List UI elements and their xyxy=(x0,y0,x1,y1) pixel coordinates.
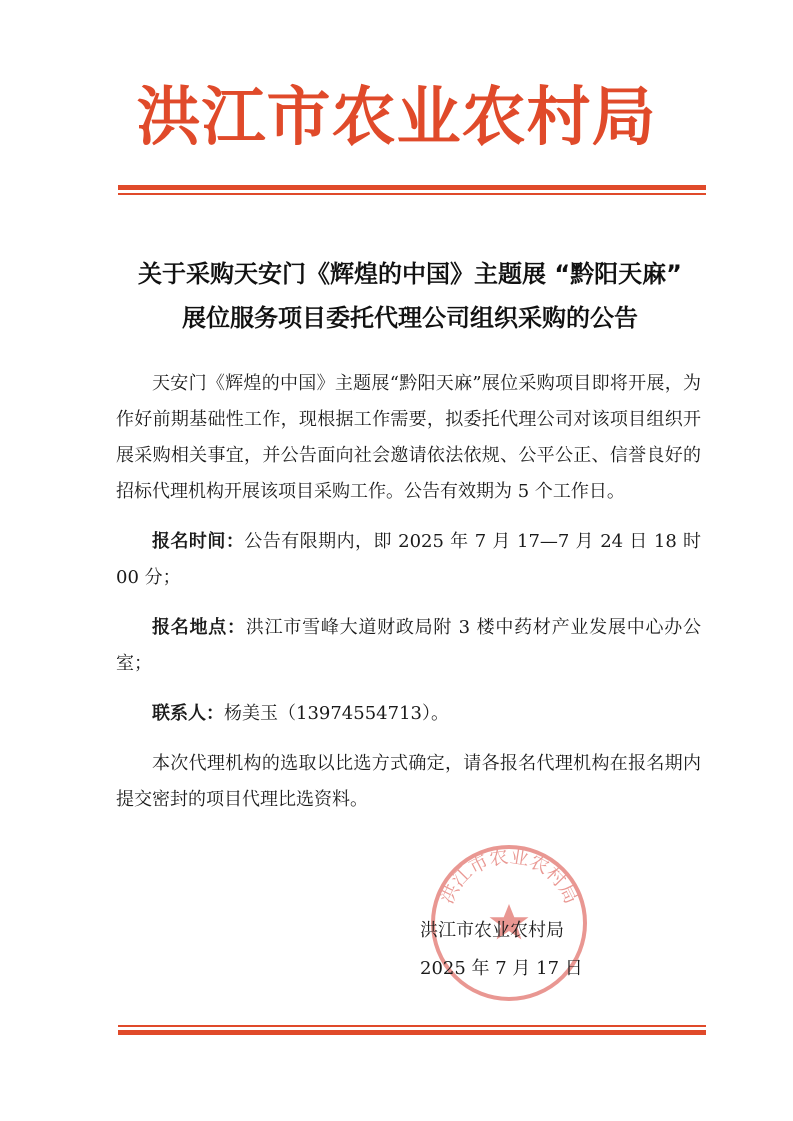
closing-paragraph: 本次代理机构的选取以比选方式确定，请各报名代理机构在报名期内提交密封的项目代理比选资料。 xyxy=(116,753,701,810)
registration-place-value: 洪江市雪峰大道财政局附 3 楼中药材产业发展中心办公室； xyxy=(116,617,701,674)
contact-paragraph xyxy=(116,696,701,732)
notice-title-line-2: 展位服务项目委托代理公司组织采购的公告 xyxy=(182,304,638,332)
registration-time-paragraph xyxy=(116,524,701,596)
contact-label: 联系人： xyxy=(152,703,224,724)
registration-time-value: 公告有限期内，即 2025 年 7 月 17—7 月 24 日 18 时 00 分； xyxy=(116,531,701,588)
registration-place-label: 报名地点： xyxy=(152,617,246,638)
notice-title xyxy=(100,252,720,340)
registration-place-paragraph xyxy=(116,610,701,682)
contact-value: 杨美玉（13974554713）。 xyxy=(224,703,449,724)
registration-time-label: 报名时间： xyxy=(152,531,245,552)
signature-block xyxy=(420,912,583,988)
intro-paragraph: 天安门《辉煌的中国》主题展“黔阳天麻”展位采购项目即将开展，为作好前期基础性工作，现根据工作需要，拟委托代理公司对该项目组织开展采购相关事宜，并公告面向社会邀请依法依规、公平公正、信誉良好的招标代理机构开展该项目采购工作。公告有效期为 5 个工作日。 xyxy=(116,373,701,502)
footer-rule xyxy=(118,1025,706,1035)
seal-text: 洪江市农业农村局 xyxy=(435,845,583,908)
signature-org: 洪江市农业农村局 xyxy=(420,920,564,941)
letterhead-org-name: 洪江市农业农村局 xyxy=(136,80,657,155)
notice-title-line-1: 关于采购天安门《辉煌的中国》主题展 “黔阳天麻” xyxy=(138,260,682,288)
notice-body xyxy=(116,366,701,832)
letterhead-rule xyxy=(118,185,706,195)
signature-date: 2025 年 7 月 17 日 xyxy=(420,958,583,979)
